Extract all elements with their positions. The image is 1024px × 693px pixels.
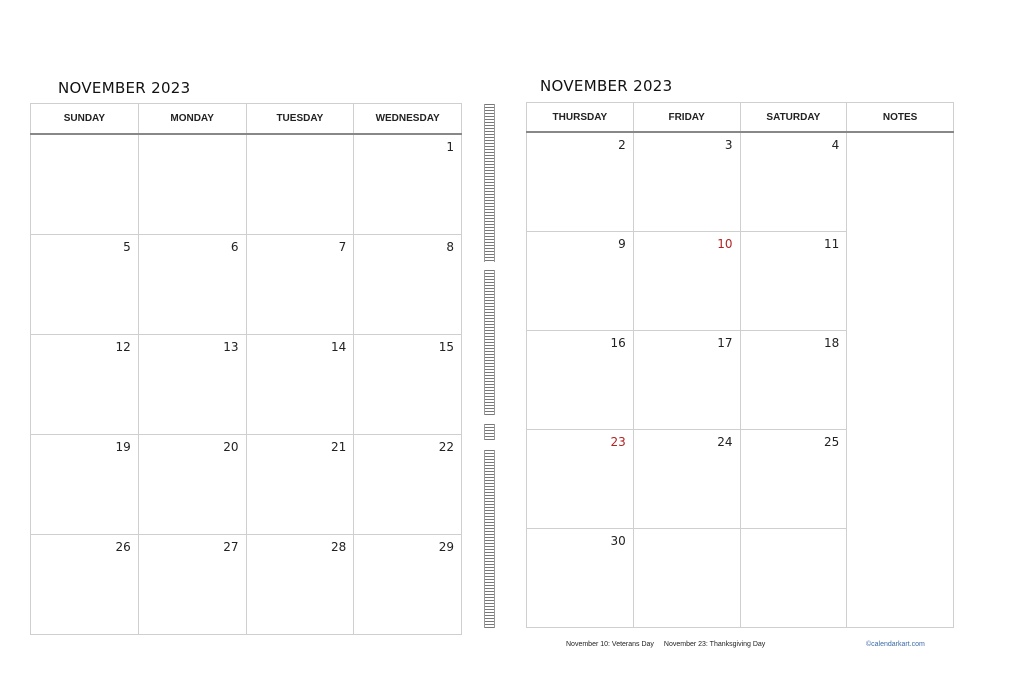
day-cell[interactable] xyxy=(354,535,462,635)
day-number: 29 xyxy=(438,540,454,554)
week-row xyxy=(31,235,462,335)
day-cell[interactable] xyxy=(527,331,634,430)
day-number: 14 xyxy=(330,340,347,354)
day-number: 4 xyxy=(831,138,840,152)
left-calendar-grid xyxy=(30,103,462,635)
header-saturday: SATURDAY xyxy=(740,103,847,133)
notes-area[interactable] xyxy=(847,132,954,628)
day-cell[interactable] xyxy=(527,132,634,232)
day-cell[interactable] xyxy=(740,331,847,430)
day-number xyxy=(31,135,138,141)
day-number: 8 xyxy=(446,240,454,254)
day-cell[interactable] xyxy=(633,232,740,331)
day-number: 17 xyxy=(717,336,733,350)
day-cell[interactable] xyxy=(138,535,246,635)
day-cell[interactable] xyxy=(633,331,740,430)
day-cell[interactable] xyxy=(740,232,847,331)
day-number: 25 xyxy=(823,435,840,449)
day-cell[interactable] xyxy=(354,134,462,235)
left-month-title: NOVEMBER 2023 xyxy=(58,79,191,97)
day-number: 5 xyxy=(123,240,131,254)
day-number: 30 xyxy=(610,534,626,548)
day-number-holiday: 10 xyxy=(717,237,733,251)
right-header-row xyxy=(527,103,954,133)
day-number: 24 xyxy=(717,435,733,449)
week-row xyxy=(527,132,954,232)
day-cell[interactable] xyxy=(246,335,354,435)
week-row xyxy=(31,335,462,435)
day-cell[interactable] xyxy=(740,132,847,232)
day-cell[interactable] xyxy=(633,430,740,529)
day-number xyxy=(741,529,847,535)
holiday-note-veterans-day: November 10: Veterans Day xyxy=(566,641,654,648)
right-calendar-grid xyxy=(526,102,954,628)
day-cell[interactable] xyxy=(31,535,139,635)
day-cell[interactable] xyxy=(633,132,740,232)
header-monday: MONDAY xyxy=(138,104,246,135)
day-number: 21 xyxy=(330,440,347,454)
day-cell[interactable] xyxy=(138,335,246,435)
day-cell[interactable] xyxy=(527,232,634,331)
day-number: 20 xyxy=(223,440,239,454)
day-cell[interactable] xyxy=(138,134,246,235)
spiral-binding xyxy=(484,450,495,628)
day-number: 3 xyxy=(724,138,733,152)
holiday-notes xyxy=(566,641,765,648)
day-number: 11 xyxy=(823,237,840,251)
day-number: 13 xyxy=(223,340,239,354)
day-cell[interactable] xyxy=(740,430,847,529)
day-cell[interactable] xyxy=(527,529,634,628)
day-number: 7 xyxy=(338,240,347,254)
header-sunday: SUNDAY xyxy=(31,104,139,135)
day-number: 12 xyxy=(115,340,131,354)
day-cell[interactable] xyxy=(31,235,139,335)
day-cell[interactable] xyxy=(354,235,462,335)
holiday-note-thanksgiving: November 23: Thanksgiving Day xyxy=(663,641,766,648)
header-thursday: THURSDAY xyxy=(527,103,634,133)
day-cell[interactable] xyxy=(246,134,354,235)
day-number xyxy=(634,529,740,535)
spiral-binding xyxy=(484,104,495,262)
spiral-binding xyxy=(484,424,495,440)
day-cell[interactable] xyxy=(633,529,740,628)
day-number-holiday: 23 xyxy=(610,435,626,449)
day-number xyxy=(139,135,246,141)
day-cell[interactable] xyxy=(138,435,246,535)
week-row xyxy=(31,134,462,235)
day-number: 2 xyxy=(618,138,626,152)
day-number: 22 xyxy=(438,440,454,454)
week-row xyxy=(31,535,462,635)
day-cell[interactable] xyxy=(31,335,139,435)
day-number: 28 xyxy=(330,540,347,554)
header-tuesday: TUESDAY xyxy=(246,104,354,135)
day-cell[interactable] xyxy=(246,535,354,635)
header-wednesday: WEDNESDAY xyxy=(354,104,462,135)
day-cell[interactable] xyxy=(31,435,139,535)
day-cell[interactable] xyxy=(354,435,462,535)
day-number xyxy=(247,135,354,141)
day-number: 19 xyxy=(115,440,131,454)
day-cell[interactable] xyxy=(740,529,847,628)
day-number: 1 xyxy=(446,140,454,154)
day-number: 26 xyxy=(115,540,131,554)
day-cell[interactable] xyxy=(527,430,634,529)
day-cell[interactable] xyxy=(31,134,139,235)
day-number: 15 xyxy=(438,340,454,354)
week-row xyxy=(31,435,462,535)
day-cell[interactable] xyxy=(246,235,354,335)
day-cell[interactable] xyxy=(246,435,354,535)
right-month-title: NOVEMBER 2023 xyxy=(540,77,673,95)
spiral-binding xyxy=(484,270,495,415)
day-cell[interactable] xyxy=(138,235,246,335)
day-number: 18 xyxy=(823,336,840,350)
day-number: 9 xyxy=(618,237,626,251)
day-number: 6 xyxy=(230,240,239,254)
day-number: 27 xyxy=(223,540,239,554)
credit-link[interactable]: ©calendarkart.com xyxy=(866,641,925,648)
left-header-row xyxy=(31,104,462,135)
day-cell[interactable] xyxy=(354,335,462,435)
header-friday: FRIDAY xyxy=(633,103,740,133)
day-number: 16 xyxy=(610,336,626,350)
header-notes: NOTES xyxy=(847,103,954,133)
